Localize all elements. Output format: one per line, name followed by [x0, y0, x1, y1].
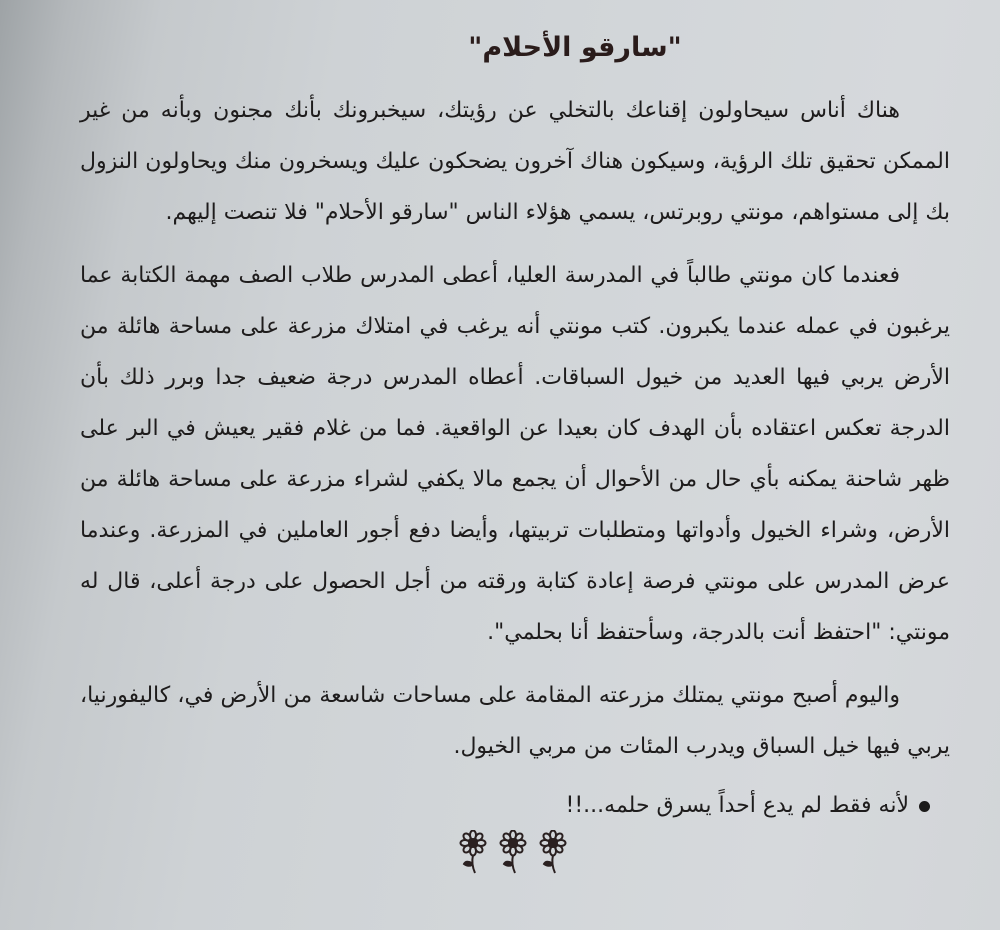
- closing-line: [80, 786, 950, 826]
- bullet-dot-icon: [919, 801, 930, 812]
- paragraph-today: واليوم أصبح مونتي يمتلك مزرعته المقامة على مساحات شاسعة من الأرض في، كاليفورنيا، يربي فيها خيل السباق ويدرب المئات من مربي الخيول.: [80, 683, 950, 760]
- paragraph-story: فعندما كان مونتي طالباً في المدرسة العليا، أعطى المدرس طلاب الصف مهمة الكتابة عما يرغبون في عمله عندما يكبرون. كتب مونتي أنه يرغب في امتلاك مزرعة على مساحة هائلة من الأرض يربي فيها العديد من خيول السباقات. أعطاه المدرس درجة ضعيف جدا وبرر ذلك بأن الدرجة تعكس اعتقاده بأن الهدف كان بعيدا عن الواقعية. فما من غلام فقير يعيش في البر على ظهر شاحنة يمكنه بأي حال من الأحوال أن يجمع مالا يكفي لشراء مزرعة على مساحة هائلة من الأرض، وشراء الخيول وأدواتها ومتطلبات تربيتها، وأيضا دفع أجور العاملين في المزرعة. وعندما عرض المدرس على مونتي فرصة إعادة كتابة ورقته من أجل الحصول على درجة أعلى، قال له مونتي: "احتفظ أنت بالدرجة، وسأحتفظ أنا بحلمي".: [80, 263, 950, 646]
- flower-ornament: [80, 830, 950, 874]
- flower-icon: [536, 830, 570, 874]
- closing-text: لأنه فقط لم يدع أحداً يسرق حلمه...!!: [565, 793, 909, 819]
- page-title: "سارقو الأحلام": [468, 32, 682, 63]
- flower-icon: [456, 830, 490, 874]
- paragraph-intro: هناك أناس سيحاولون إقناعك بالتخلي عن رؤيتك، سيخبرونك بأنك مجنون وبأنه من غير الممكن تحقيق تلك الرؤية، وسيكون هناك آخرون يضحكون عليك ويسخرون منك ويحاولون النزول بك إلى مستواهم، مونتي روبرتس، يسمي هؤلاء الناس "سارقو الأحلام" فلا تنصت إليهم.: [80, 98, 950, 226]
- flower-icon: [496, 830, 530, 874]
- page: [80, 30, 950, 874]
